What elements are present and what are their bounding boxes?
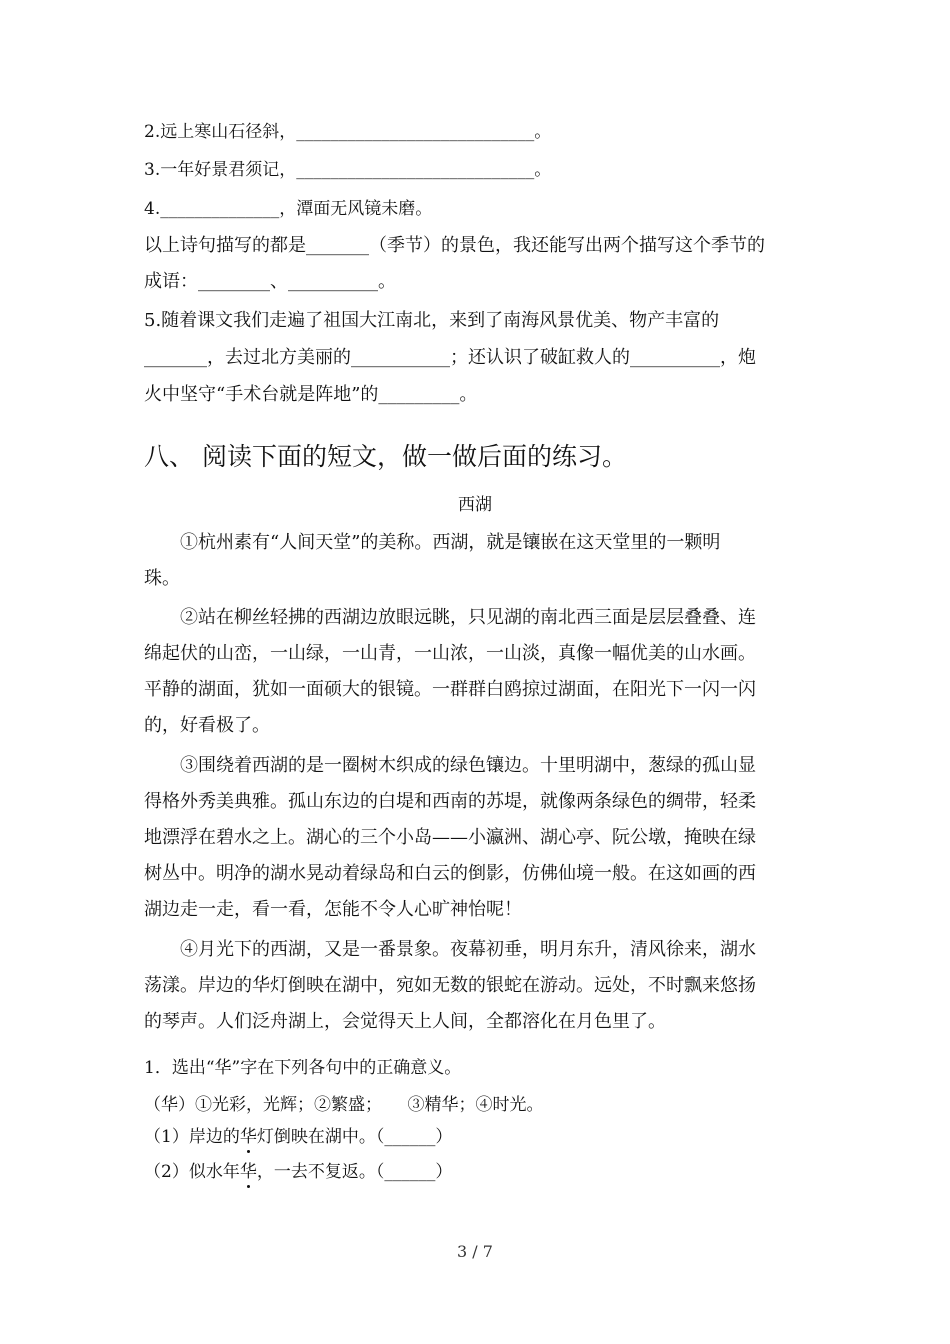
paragraph-line: 平静的湖面，犹如一面硕大的银镜。一群群白鸥掠过湖面，在阳光下一闪一闪 [144, 679, 756, 700]
paragraph-line: ②站在柳丝轻拂的西湖边放眼远眺，只见湖的南北西三面是层层叠叠、连 [144, 607, 756, 628]
fill-line-4: 4.______________，潭面无风镜未磨。 [144, 199, 433, 219]
article-paragraph-2 [144, 600, 809, 744]
article-paragraph-1 [144, 525, 809, 597]
paragraph-line: 珠。 [144, 568, 180, 589]
paragraph-line: 湖边走一走，看一看，怎能不令人心旷神怡呢！ [144, 899, 522, 920]
fill-line-5a: 5.随着课文我们走遍了祖国大江南北，来到了南海风景优美、物产丰富的 [144, 310, 720, 331]
paragraph-line: 绵起伏的山峦，一山绿，一山青，一山浓，一山淡，真像一幅优美的山水画。 [144, 643, 756, 664]
article-title: 西湖 [458, 495, 492, 515]
question-item-2 [144, 1160, 452, 1184]
paragraph-line: ①杭州素有“人间天堂”的美称。西湖，就是镶嵌在这天堂里的一颗明 [144, 532, 721, 553]
paragraph-line: 得格外秀美典雅。孤山东边的白堤和西南的苏堤，就像两条绿色的绸带，轻柔 [144, 791, 756, 812]
paragraph-line: ③围绕着西湖的是一圈树木织成的绿色镶边。十里明湖中，葱绿的孤山显 [144, 755, 756, 776]
paragraph-line: ④月光下的西湖，又是一番景象。夜幕初垂，明月东升，清风徐来，湖水 [144, 939, 756, 960]
season-question-line: 以上诗句描写的都是_______（季节）的景色，我还能写出两个描写这个季节的 [144, 235, 765, 256]
fill-line-5b: _______，去过北方美丽的___________；还认识了破缸救人的__________，炮 [144, 347, 756, 368]
paragraph-line: 的，好看极了。 [144, 715, 270, 736]
question-item-1 [144, 1125, 452, 1149]
section-heading: 八、 阅读下面的短文，做一做后面的练习。 [144, 442, 627, 471]
page-number: 3 / 7 [457, 1242, 493, 1261]
paragraph-line: 荡漾。岸边的华灯倒映在湖中，宛如无数的银蛇在游动。远处，不时飘来悠扬 [144, 975, 756, 996]
question-prompt: 1．选出“华”字在下列各句中的正确意义。 [144, 1058, 462, 1078]
paragraph-line: 地漂浮在碧水之上。湖心的三个小岛——小瀛洲、湖心亭、阮公墩，掩映在绿 [144, 827, 756, 848]
item-text-after: ，一去不复返。（______） [256, 1162, 453, 1182]
idiom-answer-line: 成语：________、__________。 [144, 271, 396, 292]
fill-line-5c: 火中坚守“手术台就是阵地”的_________。 [144, 384, 478, 405]
fill-line-2: 2.远上寒山石径斜，____________________________。 [144, 122, 552, 142]
meaning-options: （华）①光彩，光辉；②繁盛； ③精华；④时光。 [144, 1095, 544, 1115]
emphasized-character: 华 [239, 1127, 257, 1147]
paragraph-line: 树丛中。明净的湖水晃动着绿岛和白云的倒影，仿佛仙境一般。在这如画的西 [144, 863, 756, 884]
fill-line-3: 3.一年好景君须记，____________________________。 [144, 160, 552, 180]
emphasized-character: 华 [239, 1162, 257, 1182]
article-paragraph-3 [144, 748, 809, 928]
article-paragraph-4 [144, 932, 809, 1040]
item-text-before: （2）似水年 [144, 1162, 240, 1182]
paragraph-line: 的琴声。人们泛舟湖上，会觉得天上人间，全都溶化在月色里了。 [144, 1011, 666, 1032]
item-text-before: （1）岸边的 [144, 1127, 240, 1147]
item-text-after: 灯倒映在湖中。（______） [256, 1127, 453, 1147]
